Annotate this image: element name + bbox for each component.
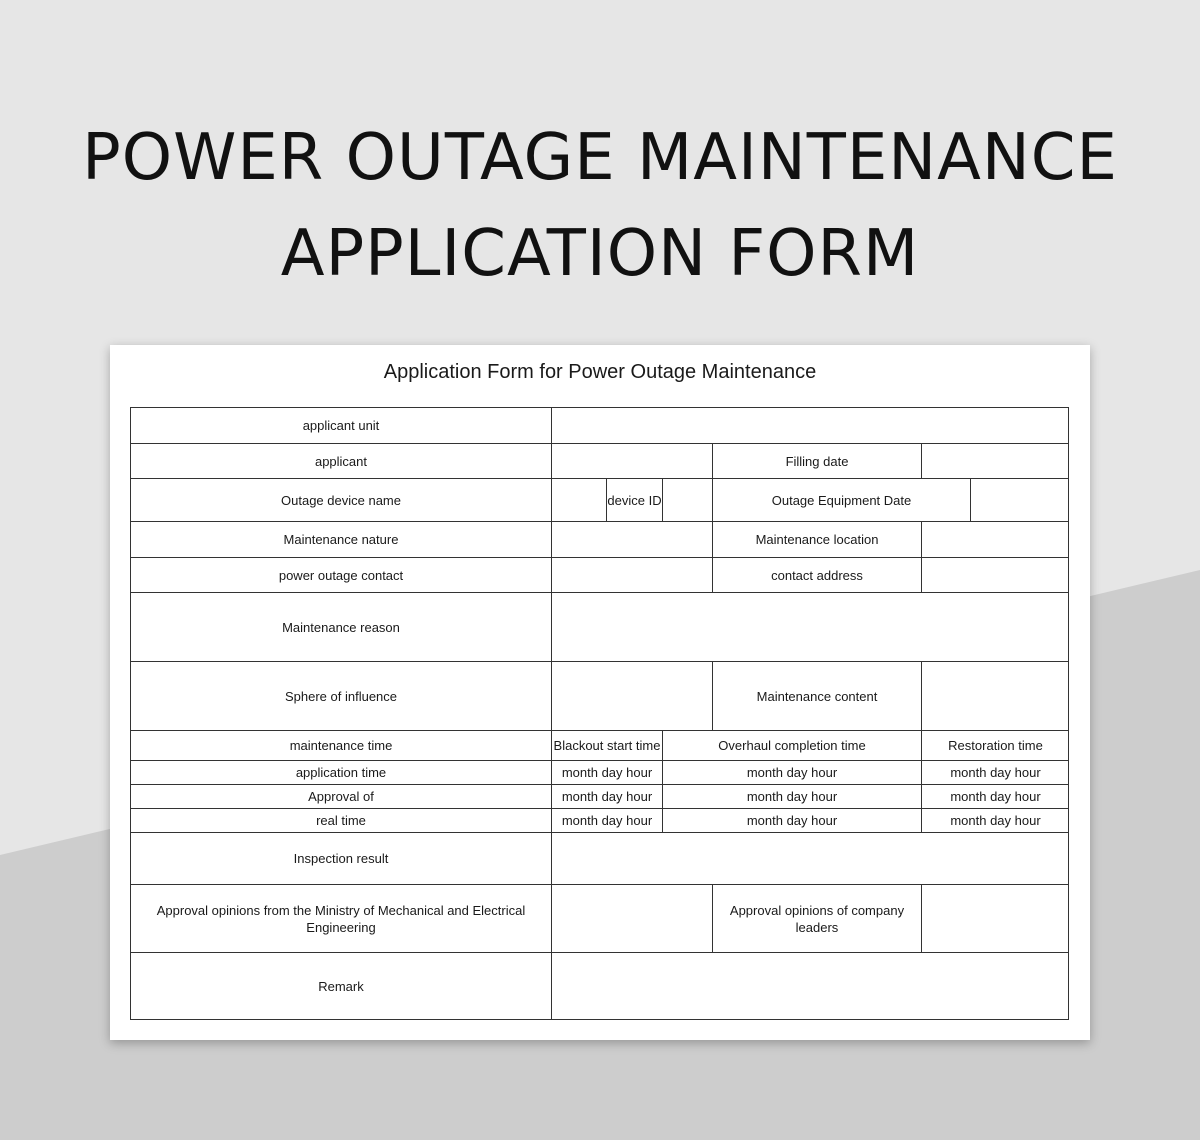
label-maintenance-nature: Maintenance nature <box>131 522 552 558</box>
header-overhaul-completion-time: Overhaul completion time <box>663 731 922 761</box>
field-power-outage-contact[interactable] <box>552 558 713 593</box>
label-maintenance-content: Maintenance content <box>713 662 922 731</box>
header-restoration-time: Restoration time <box>922 731 1069 761</box>
label-filling-date: Filling date <box>713 444 922 479</box>
label-contact-address: contact address <box>713 558 922 593</box>
application-time-overhaul-completion[interactable]: month day hour <box>663 761 922 785</box>
page-title-line-1: POWER OUTAGE MAINTENANCE <box>82 121 1118 195</box>
label-outage-device-name: Outage device name <box>131 479 552 522</box>
field-applicant-unit[interactable] <box>552 408 1069 444</box>
label-maintenance-reason: Maintenance reason <box>131 593 552 662</box>
label-real-time: real time <box>131 809 552 833</box>
field-remark[interactable] <box>552 953 1069 1020</box>
field-contact-address[interactable] <box>922 558 1069 593</box>
field-approval-company-leaders[interactable] <box>922 885 1069 953</box>
field-outage-equipment-date[interactable] <box>971 479 1069 522</box>
approval-overhaul-completion[interactable]: month day hour <box>663 785 922 809</box>
application-time-blackout-start[interactable]: month day hour <box>552 761 663 785</box>
label-applicant-unit: applicant unit <box>131 408 552 444</box>
label-outage-equipment-date: Outage Equipment Date <box>713 479 971 522</box>
real-time-blackout-start[interactable]: month day hour <box>552 809 663 833</box>
label-sphere-of-influence: Sphere of influence <box>131 662 552 731</box>
field-maintenance-nature[interactable] <box>552 522 713 558</box>
field-approval-ministry[interactable] <box>552 885 713 953</box>
field-maintenance-location[interactable] <box>922 522 1069 558</box>
real-time-overhaul-completion[interactable]: month day hour <box>663 809 922 833</box>
field-maintenance-reason[interactable] <box>552 593 1069 662</box>
approval-restoration[interactable]: month day hour <box>922 785 1069 809</box>
field-outage-device-name[interactable] <box>552 479 607 522</box>
label-maintenance-time: maintenance time <box>131 731 552 761</box>
label-approval-of: Approval of <box>131 785 552 809</box>
page-title-line-2: APPLICATION FORM <box>280 217 920 291</box>
form-table <box>130 407 1069 1020</box>
approval-blackout-start[interactable]: month day hour <box>552 785 663 809</box>
application-time-restoration[interactable]: month day hour <box>922 761 1069 785</box>
label-device-id: device ID <box>607 479 663 522</box>
field-applicant[interactable] <box>552 444 713 479</box>
label-inspection-result: Inspection result <box>131 833 552 885</box>
field-device-id[interactable] <box>663 479 713 522</box>
field-inspection-result[interactable] <box>552 833 1069 885</box>
real-time-restoration[interactable]: month day hour <box>922 809 1069 833</box>
label-remark: Remark <box>131 953 552 1020</box>
form-title: Application Form for Power Outage Maintenance <box>383 361 817 383</box>
label-maintenance-location: Maintenance location <box>713 522 922 558</box>
label-approval-company-leaders: Approval opinions of company leaders <box>713 885 922 953</box>
label-power-outage-contact: power outage contact <box>131 558 552 593</box>
label-approval-ministry: Approval opinions from the Ministry of Mechanical and Electrical Engineering <box>131 885 552 953</box>
header-blackout-start-time: Blackout start time <box>552 731 663 761</box>
field-filling-date[interactable] <box>922 444 1069 479</box>
field-maintenance-content[interactable] <box>922 662 1069 731</box>
label-applicant: applicant <box>131 444 552 479</box>
field-sphere-of-influence[interactable] <box>552 662 713 731</box>
label-application-time: application time <box>131 761 552 785</box>
form-sheet <box>110 345 1090 1040</box>
